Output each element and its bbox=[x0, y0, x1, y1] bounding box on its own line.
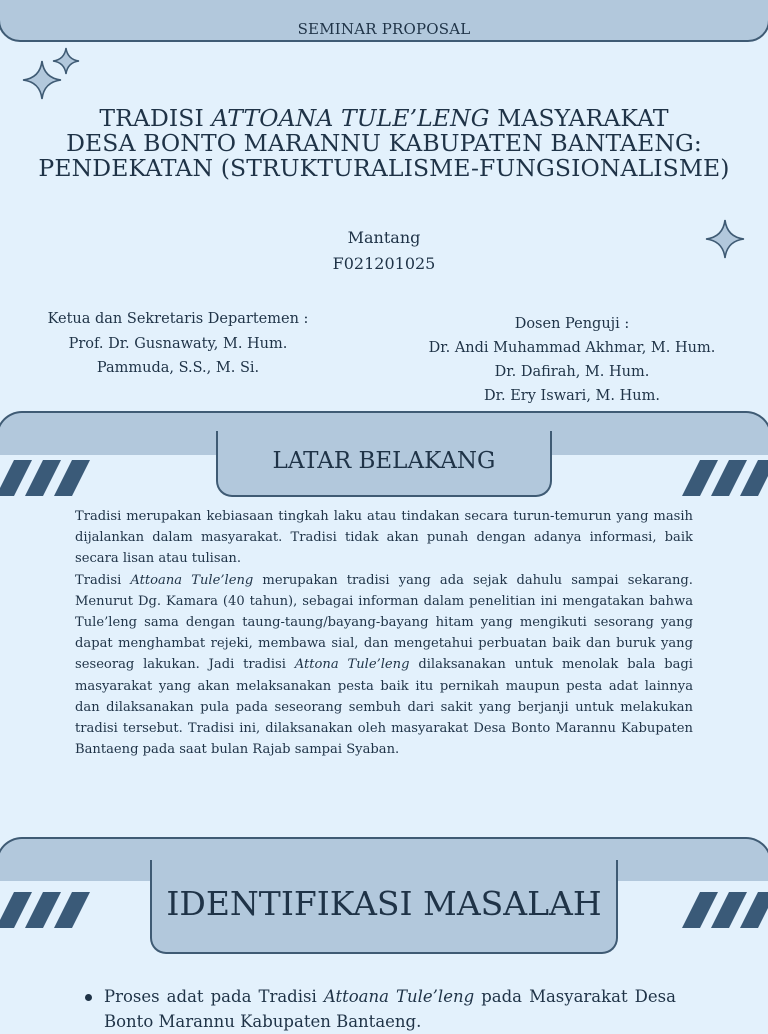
department-block bbox=[28, 307, 328, 381]
section-heading-latar-belakang: LATAR BELAKANG bbox=[272, 448, 496, 474]
author-id: F021201025 bbox=[332, 254, 436, 273]
department-member: Prof. Dr. Gusnawaty, M. Hum. bbox=[68, 335, 288, 352]
title-line-3: PENDEKATAN (STRUKTURALISME-FUNGSIONALISME) bbox=[38, 154, 730, 182]
paragraph: Tradisi Attoana Tule’leng merupakan tradisi yang ada sejak dahulu sampai sekarang. Menurut Dg. Kamara (40 tahun), sebagai informan dalam penelitian ini mengatakan bahwa Tule’leng sama dengan taung-taung/bayang-bayang hitam yang mengikuti sesorang yang dapat menghambat rejeki, membawa sial, dan mengetahui perbuatan baik dan buruk yang seseorag lakukan. Jadi tradisi Attona Tule’leng dilaksanakan untuk menolak bala bagi masyarakat yang akan melaksanakan pesta baik itu pernikah maupun pesta adat lainnya dan dilaksanakan pula pada seseorang sembuh dari sakit yang berjanji untuk melakukan tradisi tersebut. Tradisi ini, dilaksanakan oleh masyarakat Desa Bonto Marannu Kabupaten Bantaeng pada saat bulan Rajab sampai Syaban. bbox=[75, 572, 693, 758]
examiners-heading: Dosen Penguji : bbox=[514, 316, 630, 332]
department-member: Pammuda, S.S., M. Si. bbox=[96, 360, 260, 376]
bullet-icon bbox=[85, 994, 92, 1001]
list-item: Proses adat pada Tradisi Attoana Tule’leng pada Masyarakat Desa Bonto Marannu Kabupaten Bantaeng. bbox=[104, 985, 676, 1034]
examiner: Dr. Andi Muhammad Akhmar, M. Hum. bbox=[428, 340, 716, 356]
section-heading-identifikasi-masalah: IDENTIFIKASI MASALAH bbox=[166, 884, 602, 923]
stripes-decoration bbox=[0, 892, 90, 928]
latar-belakang-text bbox=[75, 506, 693, 760]
stripes-decoration bbox=[682, 460, 768, 496]
examiners-block bbox=[412, 312, 732, 408]
section-header-tab bbox=[150, 860, 618, 954]
author-block bbox=[0, 225, 768, 277]
page-title bbox=[20, 106, 748, 181]
header-label: SEMINAR PROPOSAL bbox=[297, 20, 471, 38]
title-line-1: TRADISI ATTOANA TULE’LENG MASYARAKAT bbox=[99, 104, 669, 132]
paragraph: Tradisi merupakan kebiasaan tingkah laku atau tindakan secara turun-temurun yang masih dijalankan dalam masyarakat. Tradisi tidak akan punah dengan adanya informasi, baik secara lisan atau tulisan. bbox=[75, 509, 693, 567]
section-header-tab bbox=[216, 431, 552, 497]
title-line-2: DESA BONTO MARANNU KABUPATEN BANTAENG: bbox=[66, 129, 702, 157]
examiner: Dr. Ery Iswari, M. Hum. bbox=[484, 388, 660, 404]
department-heading: Ketua dan Sekretaris Departemen : bbox=[47, 311, 309, 327]
problem-list bbox=[104, 985, 676, 1034]
stripes-decoration bbox=[682, 892, 768, 928]
sparkle-icon bbox=[52, 47, 80, 75]
stripes-decoration bbox=[0, 460, 90, 496]
examiner: Dr. Dafirah, M. Hum. bbox=[494, 364, 650, 380]
author-name: Mantang bbox=[347, 228, 421, 247]
